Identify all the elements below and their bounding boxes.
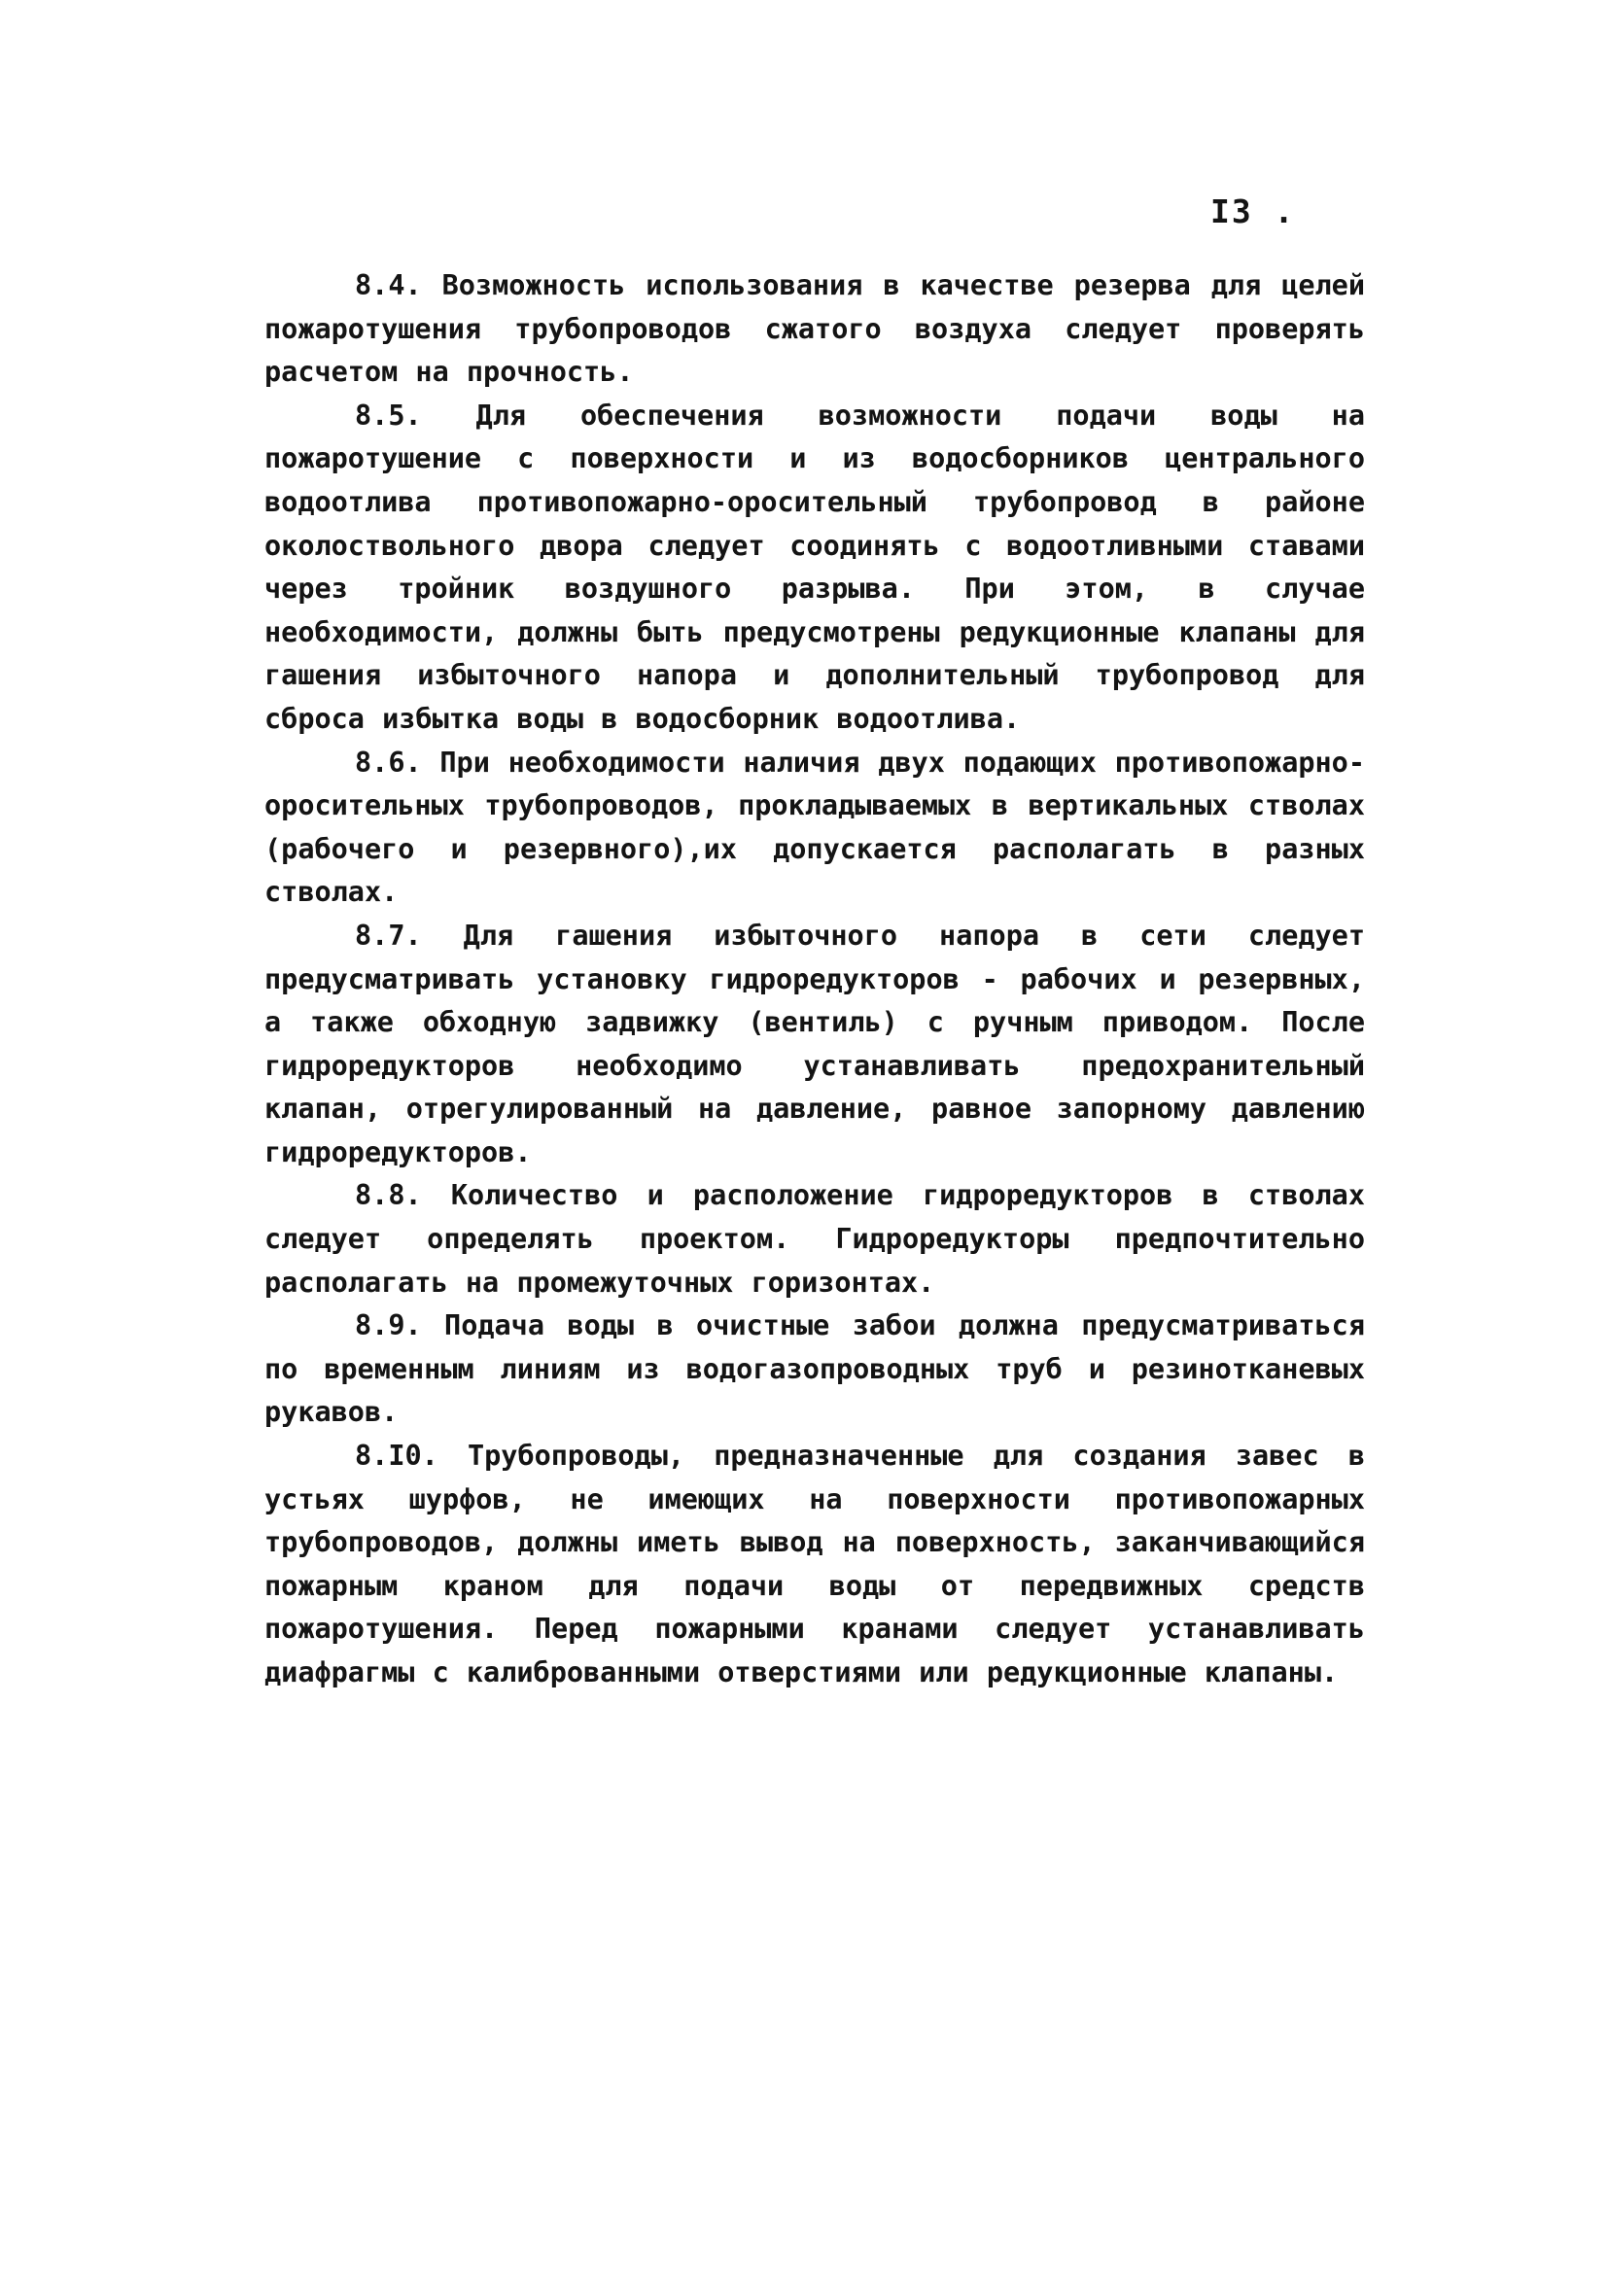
paragraph-8-9: 8.9. Подача воды в очистные забои должна предусматриваться по временным линиям из водогазопроводных труб и резинотканевых рукавов. — [264, 1309, 1365, 1429]
paragraph-8-10: 8.I0. Трубопроводы, предназначенные для создания завес в устьях шурфов, не имеющих на поверхности противопожарных трубопроводов, должны иметь вывод на поверхность, заканчивающийся пожарным краном для подачи воды от передвижных средств пожаротушения. Перед пожарными кранами следует устанавливать диафрагмы с калиброванными отверстиями или редукционные клапаны. — [264, 1440, 1365, 1688]
paragraph-8-8: 8.8. Количество и расположение гидроредукторов в стволах следует определять проектом. Гидроредукторы предпочтительно располагать на промежуточных горизонтах. — [264, 1179, 1365, 1299]
paragraph-8-7: 8.7. Для гашения избыточного напора в сети следует предусматривать установку гидроредукторов - рабочих и резервных, а также обходную задвижку (вентиль) с ручным приводом. После гидроредукторов необходимо устанавливать предохранительный клапан, отрегулированный на давление, равное запорному давлению гидроредукторов. — [264, 919, 1365, 1168]
paragraph-8-4: 8.4. Возможность использования в качестве резерва для целей пожаротушения трубопроводов сжатого воздуха следует проверять расчетом на прочность. — [264, 269, 1365, 389]
page-number: I3 . — [1210, 192, 1296, 230]
document-body — [264, 264, 1365, 1695]
paragraph-8-6: 8.6. При необходимости наличия двух подающих противопожарно-оросительных трубопроводов, прокладываемых в вертикальных стволах (рабочего и резервного),их допускается располагать в разных стволах. — [264, 746, 1365, 909]
paragraph-8-5: 8.5. Для обеспечения возможности подачи воды на пожаротушение с поверхности и из водосборников центрального водоотлива противопожарно-оросительный трубопровод в районе околоствольного двора следует соодинять с водоотливными ставами через тройник воздушного разрыва. При этом, в случае необходимости, должны быть предусмотрены редукционные клапаны для гашения избыточного напора и дополнительный трубопровод для сброса избытка воды в водосборник водоотлива. — [264, 399, 1365, 735]
